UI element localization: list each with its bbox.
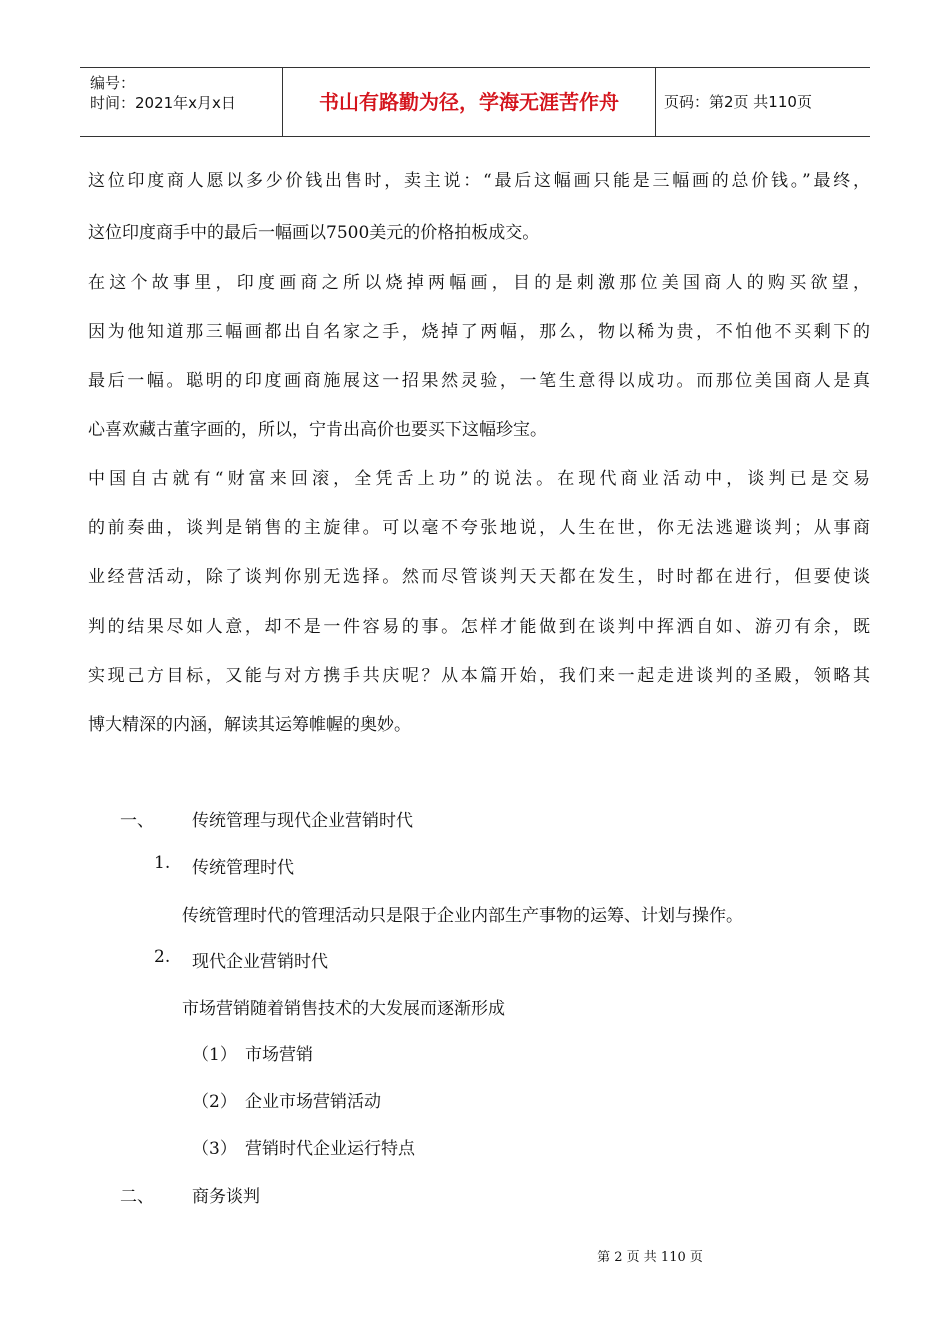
body-line: 判的结果尽如人意，却不是一件容易的事。怎样才能做到在谈判中挥洒自如、游刃有余，既 (88, 617, 870, 637)
body-line: 心喜欢藏古董字画的，所以，宁肯出高价也要买下这幅珍宝。 (88, 420, 547, 440)
body-line: 在这个故事里，印度画商之所以烧掉两幅画，目的是刺激那位美国商人的购买欲望， (88, 273, 870, 293)
section-1-number: 一、 (120, 811, 154, 831)
sub-3-number: （3） (192, 1139, 237, 1159)
body-line: 因为他知道那三幅画都出自名家之手，烧掉了两幅，那么，物以稀为贵，不怕他不买剩下的 (88, 322, 870, 342)
body-line: 最后一幅。聪明的印度画商施展这一招果然灵验，一笔生意得以成功。而那位美国商人是真 (88, 371, 870, 391)
header-motto: 书山有路勤为径，学海无涯苦作舟 (282, 68, 656, 136)
time-label: 时间：2021年x月x日 (90, 94, 236, 112)
body-line: 中国自古就有“财富来回滚，全凭舌上功”的说法。在现代商业活动中，谈判已是交易 (88, 469, 870, 489)
body-line: 这位印度商人愿以多少价钱出售时，卖主说：“最后这幅画只能是三幅画的总价钱。”最终， (88, 171, 870, 191)
page-header (80, 67, 870, 137)
section-2-number: 二、 (120, 1187, 154, 1207)
body-line: 的前奏曲，谈判是销售的主旋律。可以毫不夸张地说，人生在世，你无法逃避谈判；从事商 (88, 518, 870, 538)
sub-1-title: 市场营销 (245, 1045, 313, 1065)
sub-1-number: （1） (192, 1045, 237, 1065)
item-2-text: 市场营销随着销售技术的大发展而逐渐形成 (182, 999, 505, 1019)
item-2-number: 2. (154, 947, 171, 967)
item-1-title: 传统管理时代 (192, 858, 294, 878)
item-2-title: 现代企业营销时代 (192, 952, 328, 972)
item-1-number: 1. (154, 853, 171, 873)
number-label: 编号： (90, 74, 136, 92)
body-line: 这位印度商手中的最后一幅画以7500美元的价格拍板成交。 (88, 223, 540, 243)
section-1-title: 传统管理与现代企业营销时代 (192, 811, 413, 831)
sub-2-number: （2） (192, 1092, 237, 1112)
header-page-label: 页码：第2页 共110页 (664, 93, 812, 111)
sub-2-title: 企业市场营销活动 (245, 1092, 381, 1112)
item-1-text: 传统管理时代的管理活动只是限于企业内部生产事物的运筹、计划与操作。 (182, 906, 743, 926)
page-footer: 第 2 页 共 110 页 (597, 1250, 703, 1265)
body-line: 博大精深的内涵，解读其运筹帷幄的奥妙。 (88, 715, 411, 735)
body-line: 实现己方目标，又能与对方携手共庆呢？从本篇开始，我们来一起走进谈判的圣殿，领略其 (88, 666, 870, 686)
section-2-title: 商务谈判 (192, 1187, 260, 1207)
header-meta (80, 68, 282, 136)
body-line: 业经营活动，除了谈判你别无选择。然而尽管谈判天天都在发生，时时都在进行，但要使谈 (88, 567, 870, 587)
sub-3-title: 营销时代企业运行特点 (245, 1139, 415, 1159)
